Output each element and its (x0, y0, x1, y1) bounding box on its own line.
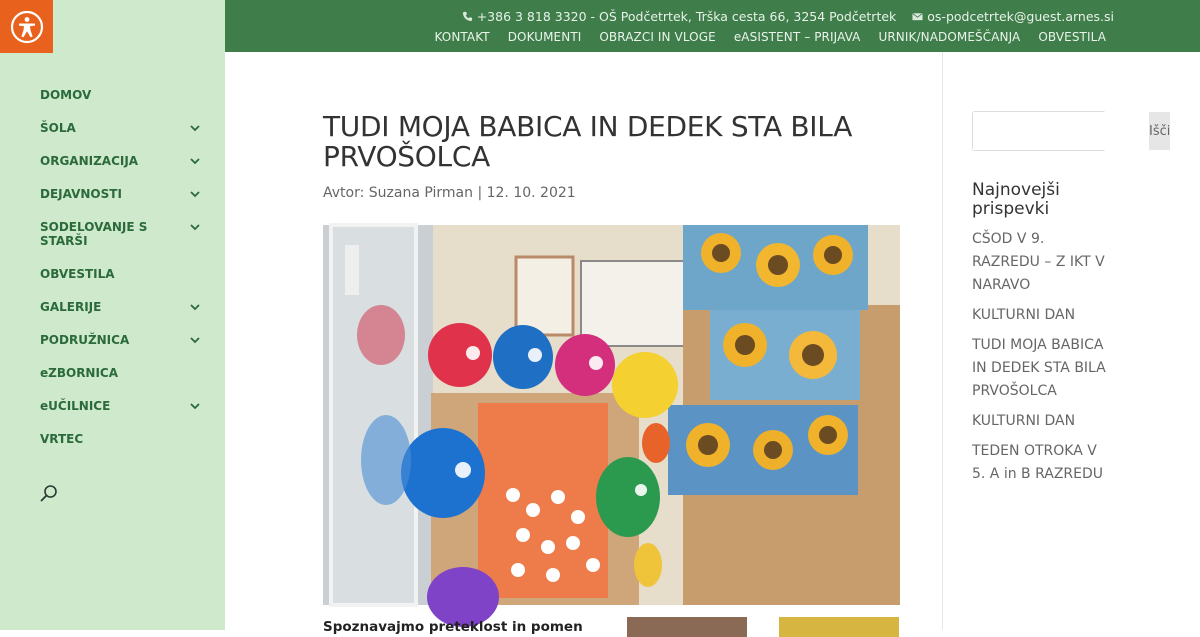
top-bar (225, 0, 1200, 52)
divider (942, 52, 943, 630)
post-featured-image[interactable] (323, 225, 900, 605)
sidebar-item-label: DOMOV (40, 88, 92, 102)
phone-icon (462, 11, 473, 22)
search-button[interactable]: Išči (1149, 112, 1170, 150)
chevron-down-icon[interactable] (188, 121, 202, 135)
sidebar-item-label: VRTEC (40, 432, 84, 446)
sidebar-item[interactable] (40, 187, 210, 201)
chevron-down-icon[interactable] (188, 154, 202, 168)
top-nav-link[interactable]: OBRAZCI IN VLOGE (599, 30, 716, 44)
sidebar-item[interactable] (40, 154, 210, 168)
top-nav-link[interactable]: URNIK/NADOMEŠČANJA (878, 30, 1021, 44)
chevron-down-icon[interactable] (188, 220, 202, 234)
top-nav-link[interactable]: KONTAKT (434, 30, 490, 44)
sidebar-item[interactable] (40, 399, 210, 413)
post-excerpt: Spoznavajmo preteklost in pomen (323, 619, 583, 635)
main-content (225, 52, 942, 635)
phone-text: +386 3 818 3320 - OŠ Podčetrtek, Trška cesta 66, 3254 Podčetrtek (476, 9, 897, 24)
gallery-thumbnail[interactable] (779, 617, 899, 637)
search-input[interactable] (973, 112, 1149, 150)
sidebar-item[interactable] (40, 366, 210, 380)
phone-info[interactable] (462, 9, 897, 24)
email-text: os-podcetrtek@guest.arnes.si (927, 9, 1114, 24)
sidebar-item-label: SODELOVANJE S STARŠI (40, 220, 148, 248)
recent-post-link[interactable]: KULTURNI DAN (972, 413, 1076, 429)
main-navigation (40, 88, 210, 465)
sidebar-item-label: OBVESTILA (40, 267, 115, 281)
sidebar-item-label: eUČILNICE (40, 399, 111, 413)
sidebar-item[interactable] (40, 333, 210, 347)
recent-post-link[interactable]: KULTURNI DAN (972, 307, 1076, 323)
sidebar-item[interactable] (40, 300, 210, 314)
top-nav-link[interactable]: OBVESTILA (1038, 30, 1106, 44)
sidebar-item-label: ORGANIZACIJA (40, 154, 139, 168)
gallery-thumbnail[interactable] (627, 617, 747, 637)
sidebar-item-label: ŠOLA (40, 121, 76, 135)
sidebar-item[interactable] (40, 432, 210, 446)
sidebar-item-label: PODRUŽNICA (40, 333, 130, 347)
contact-info (462, 9, 1114, 24)
chevron-down-icon[interactable] (188, 333, 202, 347)
top-nav-link[interactable]: DOKUMENTI (507, 30, 582, 44)
chevron-down-icon[interactable] (188, 399, 202, 413)
accessibility-icon (10, 10, 44, 44)
sidebar-item[interactable] (40, 121, 210, 135)
sidebar-item-label: GALERIJE (40, 300, 102, 314)
recent-post-link[interactable]: TUDI MOJA BABICA IN DEDEK STA BILA PRVOŠOLCA (972, 337, 1106, 399)
sidebar-item[interactable] (40, 220, 210, 248)
top-nav-link[interactable]: eASISTENT – PRIJAVA (733, 30, 861, 44)
sidebar-item-label: eZBORNICA (40, 366, 119, 380)
chevron-down-icon[interactable] (188, 300, 202, 314)
accessibility-button[interactable] (0, 0, 53, 53)
post-title: TUDI MOJA BABICA IN DEDEK STA BILA PRVOŠOLCA (323, 110, 853, 173)
search-icon[interactable] (40, 484, 58, 502)
search-form (972, 111, 1171, 151)
sidebar-item[interactable] (40, 88, 210, 102)
sidebar-item-label: DEJAVNOSTI (40, 187, 122, 201)
chevron-down-icon[interactable] (188, 187, 202, 201)
sidebar-item[interactable] (40, 267, 210, 281)
top-navigation (434, 30, 1106, 44)
post-meta: Avtor: Suzana Pirman | 12. 10. 2021 (323, 185, 576, 201)
envelope-icon (912, 11, 923, 22)
recent-post-link[interactable]: TEDEN OTROKA V 5. A in B RAZREDU (972, 443, 1104, 482)
recent-post-link[interactable]: CŠOD V 9. RAZREDU – Z IKT V NARAVO (972, 231, 1105, 293)
email-info[interactable] (912, 9, 1114, 24)
recent-posts-list (972, 228, 1112, 493)
recent-posts-title: Najnovejši prispevki (972, 180, 1060, 219)
classroom-photo (323, 225, 900, 605)
sidebar (0, 0, 225, 630)
